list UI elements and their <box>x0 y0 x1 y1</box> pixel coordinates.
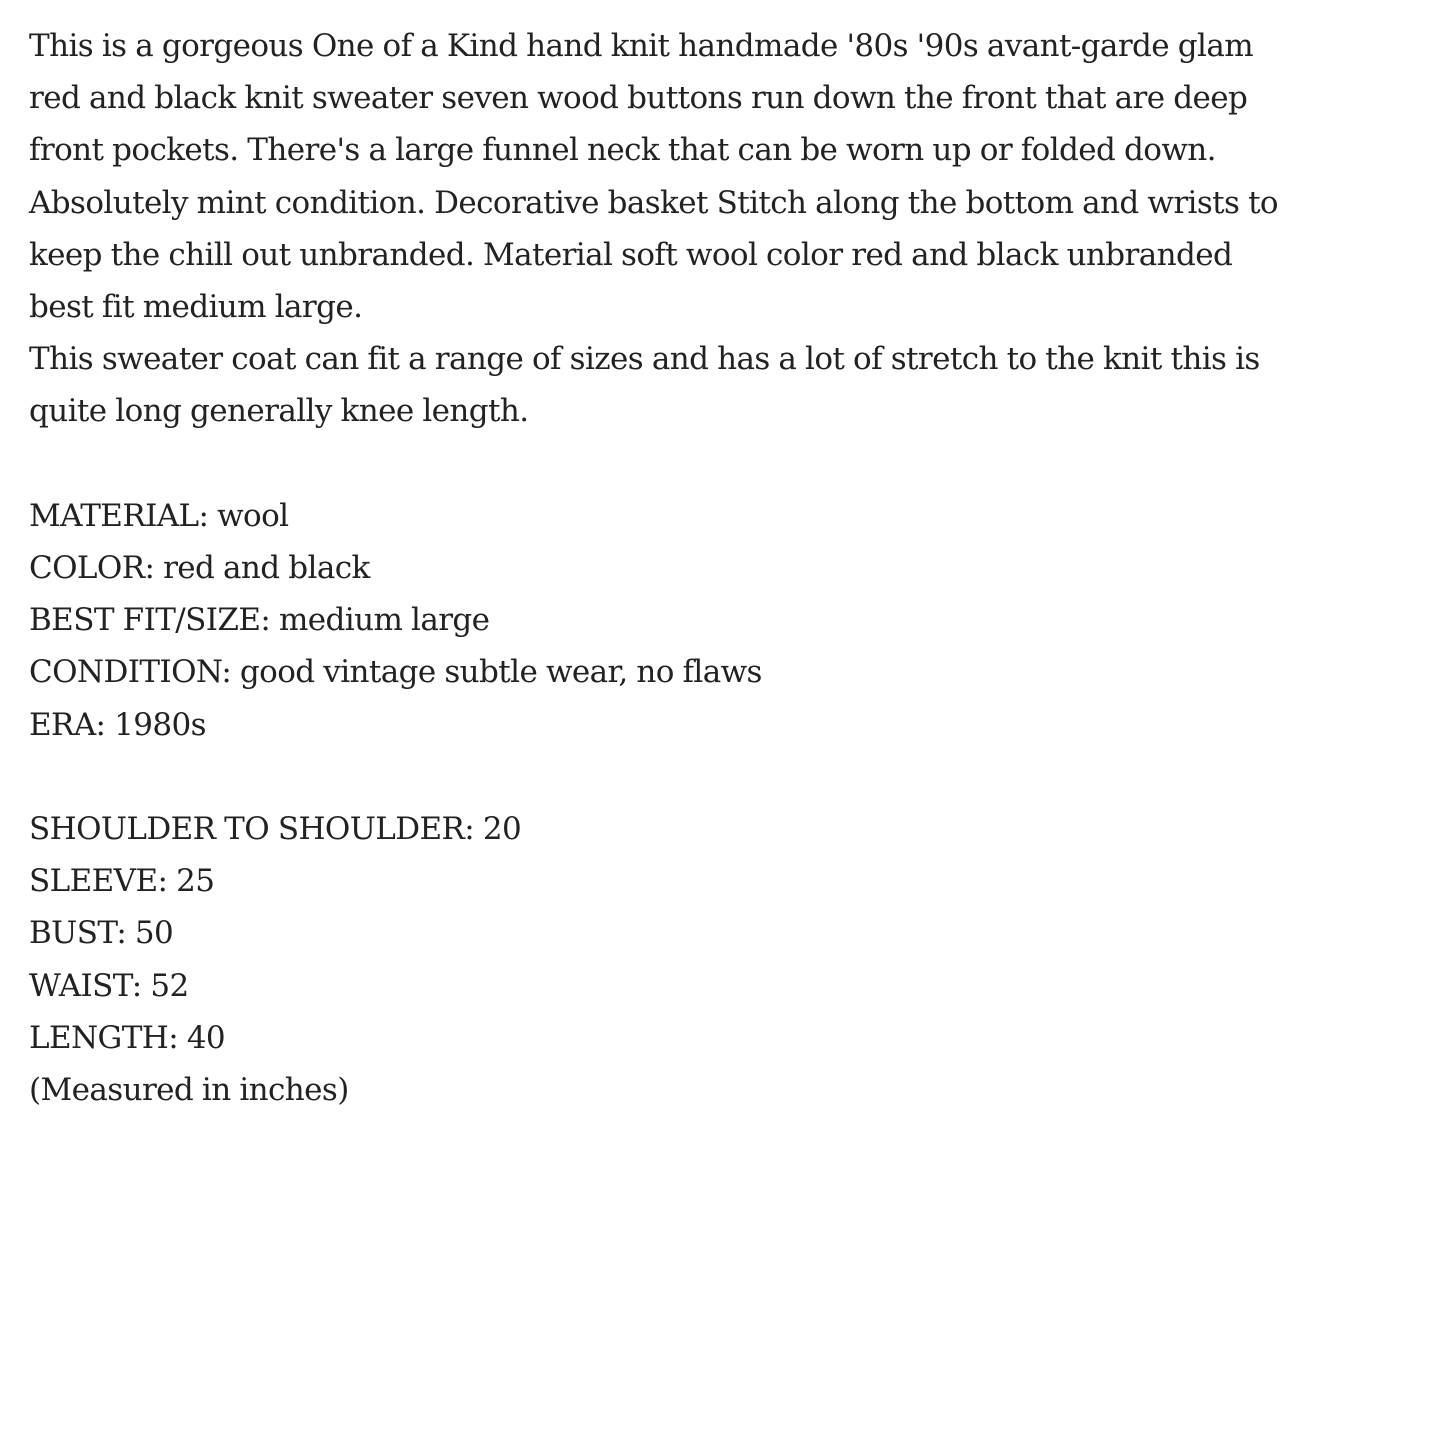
spacer <box>29 438 1429 490</box>
details-list <box>29 490 1429 751</box>
measurement-waist: WAIST: 52 <box>29 967 189 1004</box>
detail-color: COLOR: red and black <box>29 550 370 587</box>
detail-condition: CONDITION: good vintage subtle wear, no flaws <box>29 654 762 691</box>
text-line: best fit medium large. <box>29 289 363 326</box>
description-paragraph-1 <box>29 20 1429 333</box>
text-line: This sweater coat can fit a range of sizes and has a lot of stretch to the knit this is <box>29 341 1260 378</box>
text-line: This is a gorgeous One of a Kind hand knit handmade '80s '90s avant-garde glam <box>29 28 1254 64</box>
detail-era: ERA: 1980s <box>29 706 206 743</box>
text-line: Absolutely mint condition. Decorative basket Stitch along the bottom and wrists to <box>29 184 1278 221</box>
text-line: front pockets. There's a large funnel neck that can be worn up or folded down. <box>29 132 1216 169</box>
measurement-shoulder: SHOULDER TO SHOULDER: 20 <box>29 811 522 848</box>
detail-material: MATERIAL: wool <box>29 497 289 534</box>
measurements-list <box>29 803 1429 1116</box>
measurement-unit-note: (Measured in inches) <box>29 1072 349 1109</box>
detail-best-fit: BEST FIT/SIZE: medium large <box>29 602 490 639</box>
text-line: red and black knit sweater seven wood buttons run down the front that are deep <box>29 80 1248 117</box>
listing-description <box>29 20 1429 1116</box>
measurement-sleeve: SLEEVE: 25 <box>29 863 215 900</box>
text-line: quite long generally knee length. <box>29 393 529 430</box>
measurement-length: LENGTH: 40 <box>29 1019 226 1056</box>
text-line: keep the chill out unbranded. Material soft wool color red and black unbranded <box>29 236 1233 273</box>
measurement-bust: BUST: 50 <box>29 915 174 952</box>
description-paragraph-2 <box>29 333 1429 437</box>
spacer <box>29 751 1429 803</box>
